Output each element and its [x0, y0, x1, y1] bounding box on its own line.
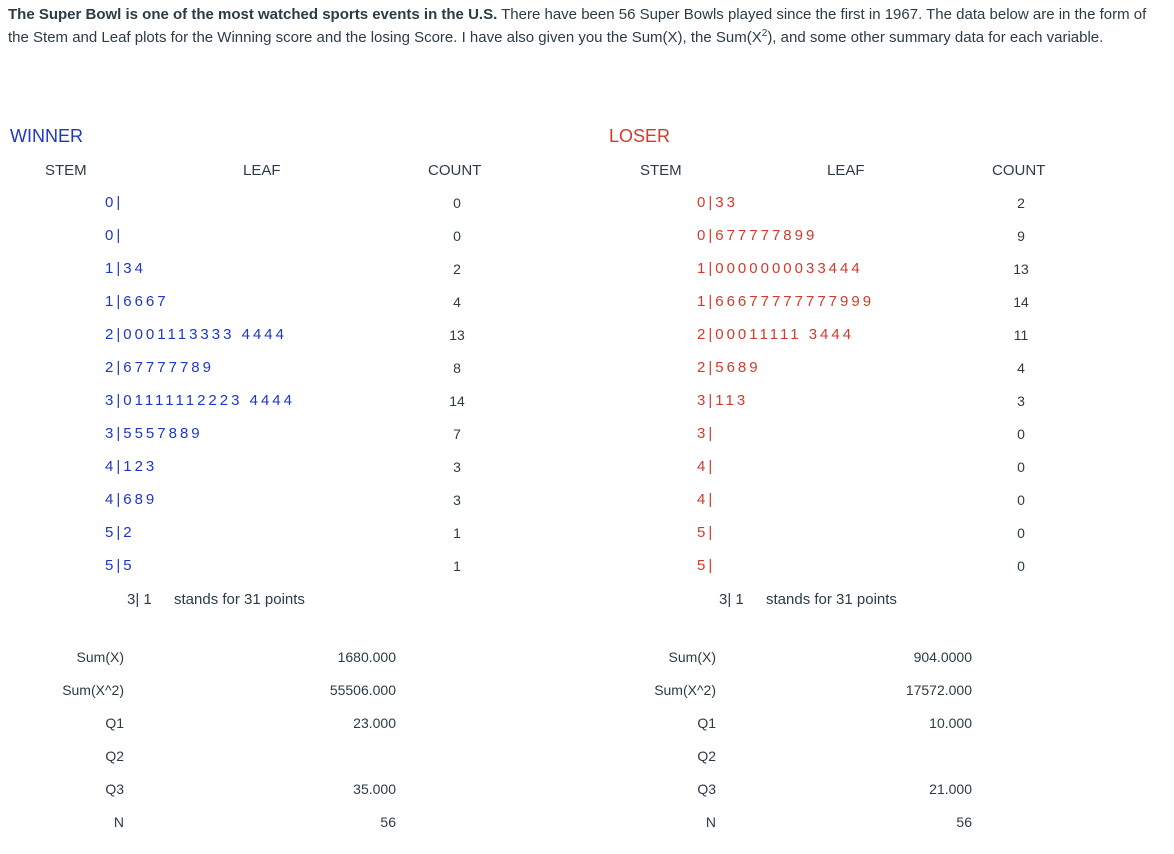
stem-value: 0 — [697, 227, 709, 244]
intro-text-end: ), and some other summary data for each variable. — [767, 29, 1104, 46]
summary-value: 1680.000 — [337, 649, 396, 665]
summary-label: Q1 — [697, 715, 716, 731]
stem-value: 3 — [697, 392, 709, 409]
stem-leaf-row — [105, 194, 123, 211]
intro-superscript: 2 — [761, 28, 768, 39]
leaf-values: 67777789 — [123, 359, 214, 376]
stem-separator: | — [708, 359, 716, 376]
intro-text: There have been 56 Super Bowls played since the first in 1967. The data below are in the form of the Stem and Leaf plots for the Winning score and the losing Score. I have also given you the Sum(X), the Sum(X — [8, 6, 1147, 46]
leaf-count: 14 — [449, 393, 465, 409]
stem-separator: | — [708, 392, 716, 409]
stem-leaf-row — [105, 392, 295, 409]
leaf-values: 6667 — [123, 293, 169, 310]
leaf-count: 9 — [1017, 228, 1025, 244]
stem-leaf-row — [697, 392, 748, 409]
leaf-count: 3 — [453, 492, 461, 508]
summary-label: N — [705, 814, 716, 830]
stem-value: 2 — [105, 326, 117, 343]
stem-value: 3 — [697, 425, 709, 442]
leaf-count: 0 — [453, 195, 461, 211]
leaf-values: 5 — [123, 557, 135, 574]
leaf-count: 8 — [453, 360, 461, 376]
leaf-count: 2 — [1017, 195, 1025, 211]
stem-leaf-row — [105, 458, 157, 475]
summary-value: 55506.000 — [329, 682, 396, 698]
leaf-values: 2 — [123, 524, 135, 541]
stem-leaf-row — [105, 491, 157, 508]
summary-label: N — [113, 814, 124, 830]
winner-key-example: 3| 1 — [127, 591, 152, 608]
stem-leaf-row — [105, 524, 135, 541]
leaf-count: 0 — [1017, 492, 1025, 508]
summary-value: 56 — [956, 814, 972, 830]
stem-separator: | — [116, 359, 124, 376]
stem-separator: | — [116, 293, 124, 310]
stem-leaf-row — [697, 425, 715, 442]
stem-value: 1 — [697, 293, 709, 310]
stem-separator: | — [708, 557, 716, 574]
stem-leaf-row — [105, 227, 123, 244]
stem-leaf-row — [697, 326, 854, 343]
loser-key-example: 3| 1 — [719, 591, 744, 608]
leaf-count: 11 — [1013, 327, 1029, 343]
leaf-count: 4 — [453, 294, 461, 310]
intro-bold: The Super Bowl is one of the most watched sports events in the U.S. — [8, 6, 498, 23]
stem-value: 4 — [697, 458, 709, 475]
stem-separator: | — [116, 425, 124, 442]
leaf-count: 1 — [453, 525, 461, 541]
leaf-count: 4 — [1017, 360, 1025, 376]
stem-leaf-row — [105, 326, 287, 343]
stem-separator: | — [116, 227, 124, 244]
loser-count-header: COUNT — [992, 162, 1046, 179]
stem-value: 2 — [697, 326, 709, 343]
summary-value: 35.000 — [353, 781, 396, 797]
stem-leaf-row — [697, 458, 715, 475]
summary-label: Q2 — [105, 748, 124, 764]
stem-separator: | — [116, 557, 124, 574]
winner-count-header: COUNT — [428, 162, 482, 179]
summary-value: 56 — [380, 814, 396, 830]
leaf-count: 0 — [1017, 459, 1025, 475]
leaf-count: 13 — [449, 327, 465, 343]
summary-label: Q1 — [105, 715, 124, 731]
stem-separator: | — [116, 524, 124, 541]
leaf-values: 0001113333 4444 — [123, 326, 287, 343]
summary-label: Sum(X) — [668, 649, 716, 665]
stem-value: 0 — [105, 227, 117, 244]
summary-value: 10.000 — [929, 715, 972, 731]
loser-stem-header: STEM — [640, 162, 682, 179]
stem-value: 2 — [105, 359, 117, 376]
stem-leaf-row — [697, 491, 715, 508]
leaf-values: 01111112223 4444 — [123, 392, 295, 409]
winner-leaf-header: LEAF — [243, 162, 281, 179]
summary-value: 17572.000 — [905, 682, 972, 698]
summary-label: Sum(X^2) — [62, 682, 124, 698]
leaf-values: 677777899 — [715, 227, 818, 244]
stem-value: 4 — [105, 458, 117, 475]
leaf-values: 34 — [123, 260, 146, 277]
leaf-count: 7 — [453, 426, 461, 442]
summary-label: Sum(X^2) — [654, 682, 716, 698]
loser-title: LOSER — [609, 126, 671, 146]
winner-stem-header: STEM — [45, 162, 87, 179]
stem-separator: | — [116, 458, 124, 475]
stem-leaf-row — [697, 194, 738, 211]
stem-separator: | — [708, 425, 716, 442]
stem-separator: | — [708, 326, 716, 343]
stem-value: 5 — [697, 557, 709, 574]
leaf-values: 5557889 — [123, 425, 203, 442]
stem-value: 5 — [105, 524, 117, 541]
stem-value: 1 — [105, 293, 117, 310]
stem-separator: | — [708, 260, 716, 277]
stem-separator: | — [116, 326, 124, 343]
stem-separator: | — [708, 524, 716, 541]
stem-value: 4 — [105, 491, 117, 508]
leaf-count: 3 — [1017, 393, 1025, 409]
stem-value: 1 — [105, 260, 117, 277]
leaf-count: 0 — [1017, 558, 1025, 574]
summary-value: 23.000 — [353, 715, 396, 731]
stem-value: 3 — [105, 425, 117, 442]
winner-key-text: stands for 31 points — [174, 591, 305, 608]
leaf-count: 1 — [453, 558, 461, 574]
stem-leaf-row — [697, 359, 761, 376]
stem-separator: | — [116, 491, 124, 508]
leaf-count: 0 — [1017, 525, 1025, 541]
loser-key-text: stands for 31 points — [766, 591, 897, 608]
leaf-values: 0000000033444 — [715, 260, 863, 277]
leaf-values: 66677777777999 — [715, 293, 875, 310]
stem-leaf-row — [105, 359, 214, 376]
leaf-count: 2 — [453, 261, 461, 277]
stem-leaf-row — [105, 557, 135, 574]
leaf-values: 113 — [715, 392, 749, 409]
leaf-values: 689 — [123, 491, 158, 508]
summary-value: 21.000 — [929, 781, 972, 797]
stem-separator: | — [116, 392, 124, 409]
stem-value: 5 — [105, 557, 117, 574]
summary-label: Q2 — [697, 748, 716, 764]
summary-label: Q3 — [105, 781, 124, 797]
stem-value: 5 — [697, 524, 709, 541]
stem-separator: | — [708, 227, 716, 244]
summary-label: Sum(X) — [76, 649, 124, 665]
stem-separator: | — [708, 491, 716, 508]
stem-leaf-row — [105, 293, 169, 310]
stem-value: 2 — [697, 359, 709, 376]
leaf-count: 3 — [453, 459, 461, 475]
stem-leaf-row — [105, 260, 146, 277]
stem-separator: | — [708, 458, 716, 475]
stem-value: 3 — [105, 392, 117, 409]
stem-leaf-row — [697, 227, 817, 244]
stem-value: 4 — [697, 491, 709, 508]
stem-value: 0 — [105, 194, 117, 211]
leaf-count: 0 — [1017, 426, 1025, 442]
leaf-values: 5689 — [715, 359, 761, 376]
winner-title: WINNER — [10, 126, 83, 146]
leaf-values: 33 — [715, 194, 738, 211]
stem-leaf-row — [697, 293, 874, 310]
leaf-values: 00011111 3444 — [715, 326, 855, 343]
stem-separator: | — [708, 293, 716, 310]
stem-value: 0 — [697, 194, 709, 211]
intro-paragraph — [8, 3, 1168, 49]
stem-leaf-row — [697, 524, 715, 541]
leaf-count: 0 — [453, 228, 461, 244]
leaf-count: 14 — [1013, 294, 1029, 310]
summary-label: Q3 — [697, 781, 716, 797]
stem-value: 1 — [697, 260, 709, 277]
leaf-values: 123 — [123, 458, 158, 475]
loser-leaf-header: LEAF — [827, 162, 865, 179]
stem-separator: | — [708, 194, 716, 211]
summary-value: 904.0000 — [913, 649, 972, 665]
stem-separator: | — [116, 194, 124, 211]
stem-separator: | — [116, 260, 124, 277]
stem-leaf-row — [697, 557, 715, 574]
stem-leaf-row — [697, 260, 863, 277]
leaf-count: 13 — [1013, 261, 1029, 277]
stem-leaf-row — [105, 425, 203, 442]
